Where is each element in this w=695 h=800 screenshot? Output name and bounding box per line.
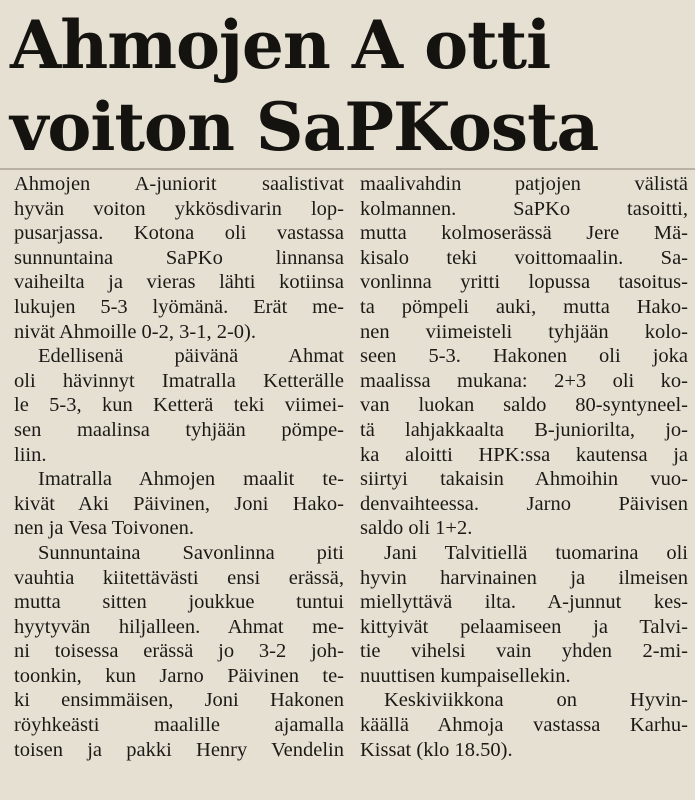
text-line: sunnuntaina SaPKo linnansa [14,246,344,269]
text-line: saldo oli 1+2. [360,517,473,540]
text-line: kittyivät pelaamiseen ja Talvi- [360,615,688,638]
text-line: vonlinna yritti lopussa tasoitus- [360,271,688,294]
text-line: nivät Ahmoille 0-2, 3-1, 2-0). [14,320,256,343]
text-line: nen ja Vesa Toivonen. [14,517,194,540]
text-line: toonkin, kun Jarno Päivinen te- [14,664,344,687]
text-line: lukujen 5-3 lyömänä. Erät me- [14,295,344,318]
text-line: maalivahdin patjojen välistä [360,173,688,195]
headline-divider [0,168,695,170]
text-line: tä lahjakkaalta B-juniorilta, jo- [360,418,688,441]
text-line: sen maalinsa tyhjään pömpe- [14,418,344,441]
text-line: siirtyi takaisin Ahmoihin vuo- [360,468,688,491]
text-line: le 5-3, kun Ketterä teki viimei- [14,394,344,417]
text-line: vaiheilta ja vieras lähti kotiinsa [14,271,344,294]
text-line: kolmannen. SaPKo tasoitti, [360,197,688,220]
text-line: van luokan saldo 80-syntyneel- [360,394,688,417]
text-line: ki ensimmäisen, Joni Hakonen [14,689,344,712]
text-line: Kissat (klo 18.50). [360,738,513,761]
text-line: toisen ja pakki Henry Vendelin [14,738,344,761]
headline-line-1: Ahmojen A otti [10,6,551,84]
text-line: hyvin harvinainen ja ilmeisen [360,566,688,589]
text-line: vauhtia kiitettävästi ensi erässä, [14,566,344,589]
text-line: röyhkeästi maalille ajamalla [14,714,344,737]
text-line: maalissa mukana: 2+3 oli ko- [360,369,688,392]
text-line: Jani Talvitiellä tuomarina oli [384,541,688,564]
text-line: hyytyvän hiljalleen. Ahmat me- [14,615,344,638]
headline [10,4,685,168]
text-line: pusarjassa. Kotona oli vastassa [14,222,344,245]
text-line: hyvän voiton ykkösdivarin lop- [14,197,344,220]
text-line: ta pömpeli auki, mutta Hako- [360,295,688,318]
text-line: liin. [14,443,47,466]
article-column-left [14,172,344,762]
text-line: ni toisessa erässä jo 3-2 joh- [14,640,344,663]
text-line: miellyttävä ilta. A-junnut kes- [360,591,688,614]
text-line: oli hävinnyt Imatralla Ketterälle [14,369,344,392]
text-line: Edellisenä päivänä Ahmat [38,345,344,368]
text-line: käällä Ahmoja vastassa Karhu- [360,714,688,737]
text-line: Keskiviikkona on Hyvin- [384,689,688,712]
text-line: denvaihteessa. Jarno Päivisen [360,492,688,515]
text-line: ka aloitti HPK:ssa kautensa ja [360,443,688,466]
text-line: Imatralla Ahmojen maalit te- [38,468,344,491]
article-column-right [360,172,688,762]
text-line: nen viimeisteli tyhjään kolo- [360,320,688,343]
text-line: nuuttisen kumpaisellekin. [360,664,571,687]
text-line: seen 5-3. Hakonen oli joka [360,345,688,368]
text-line: kisalo teki voittomaalin. Sa- [360,246,688,269]
headline-line-2: voiton SaPKosta [10,88,599,166]
text-line: mutta kolmoserässä Jere Mä- [360,222,688,245]
text-line: Ahmojen A-juniorit saalistivat [14,173,344,195]
text-line: mutta sitten joukkue tuntui [14,591,344,614]
text-line: Sunnuntaina Savonlinna piti [38,541,344,564]
text-line: kivät Aki Päivinen, Joni Hako- [14,492,344,515]
text-line: tie vihelsi vain yhden 2-mi- [360,640,688,663]
